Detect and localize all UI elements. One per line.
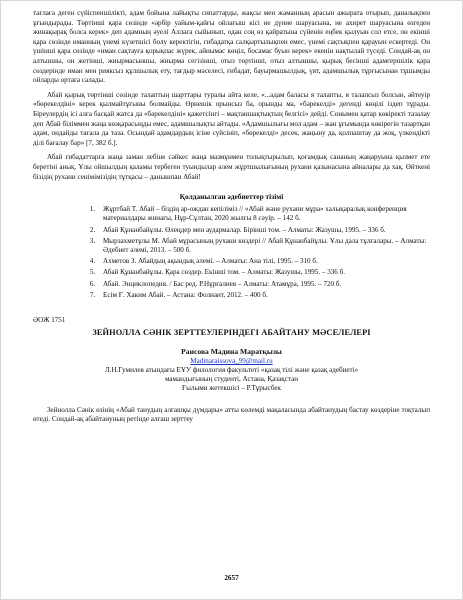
reference-item: 4. Ахметов З. Абайдың ақындық әлемі. – Алматы: Ана тілі, 1995. – 310 б. [97,257,430,266]
reference-item: 3. Мырзахметұлы М. Абай мұрасының рухани көздері // Абай Құнанбайұлы. Ұлы дала тұлғалары. – Алматы: Әдебиет әлемі, 2013. – 500 б. [97,237,430,255]
reference-item: 2. Абай Құнанбайұлы. Өлеңдер мен аудармалар. Бірінші том. – Алматы: Жазушы, 1995. – 336 б. [97,226,430,235]
affiliation-line-2: мамандығының студенті, Астана, Қазақстан [164,375,299,384]
affiliation-line-1: Л.Н.Гумилев атындағы ЕҰУ филология факультеті «қазақ тілі және қазақ әдебиеті» [104,365,359,374]
supervisor-line: Ғылыми жетекшісі – Р.Тұрысбек [182,384,281,393]
article-title: ЗЕЙНОЛЛА СӘНІК ЗЕРТТЕУЛЕРІНДЕГІ АБАЙТАНУ МӘСЕЛЕЛЕРІ [92,327,371,337]
references-list [33,205,430,300]
article-intro-paragraph: Зейнолла Сәнік өзінің «Абай танудың алғашқы дүмдары» атты көлемді мақаласында абайтанудың бастау көздеріне тоқталып өтеді. Сондай-ақ абайтануның ретінде алғаш зерттеу [33,405,430,424]
reference-item: 5. Абай Құнанбайұлы. Қара сөздер. Екінші том. – Алматы: Жазушы, 1995. – 336 б. [97,268,430,277]
body-paragraph-2: Абай қырық төртінші сөзінде талаптың шарттары туралы айта келе, «...адам баласы я талапты, я талапсыз болсын, әйтеуір «бөрекелдіні» керек қылмайтұғыны болмайды. Өрнешік орынсыз ба, орынды ма, «бәрекелді» дегенді көңілі іздеп тұрады. Біреулердің ісі алға басқай жатса да «бәрекелдіні» қажетсінгі – мақтаншақтықтың белгісі» дейді. Сонымен қатар көкіректі тазалау деп Абай біліммен жаңа көзқарасыңды емес, адамшылықты айтады. «Адамшылығы мол адам – жан ұғымында көкірегін тазартқан адам, ондайды тағала да таза. Осындай адамдардың ісіне сүйсініп, «бөрекелді» десек, жаңыну да, қолпаштау да жоқ, үлкендікті ділі бағалау бар» [7, 382 б.]. [33,90,430,147]
reference-item: 7. Есім Ғ. Хаким Абай. – Астана: Фолиант, 2012. – 400 б. [97,291,430,300]
reference-item: 1. Жұртбай Т. Абай – біздің ар-ождан кепіліміз // «Абай және рухани мұра» халықаралық конференция материалдары жинағы, Нұр-Сұлтан, 2020 жылғы 8 сәуір. – 142 б. [97,205,430,223]
author-email-link[interactable]: Madinaraissova_99@mail.ru [190,356,273,365]
body-paragraph-1: тағлаға деген сүйіспеншілікті, адам бойына лайықты сипаттарды, жақсы мен жаманның арасын ажырата отырып, даналықпен ұғындырады. Төртінші қара сөзінде «әрбір уайым-қайғы ойлағыш кісі не дүние шаруасына, не ахирет шаруасына өзгеден жинақырақ болса керек» деп адамның әуелі Аллаға сыйынып, одан соң өз қайратына сүйенін еңбек қылуын сол етсе, он екінші қара сөзінде иманның үнемі күзетшісі болу керектігін, ғибадатқа салқыртылықпен емес, үнемі сақтықпен қарауын ескертеді. Он үшінші қара сөзінде «иман сақтауға қорықпас жүрек, айнымас көңіл, босамас буын керек» екенін нақтылай түседі. Сондай-ақ он алтыншы, он жетінші, жиырмасыншы, жиырма сегізінші, отыз төртінші, отыз алтыншы, қырық бесінші адамгершілік қара сөздерінде иман мен рияксыз құлшылық ету, тағдыр мәселесі, ғибадат, бауырмашылдық, үят, адамшылық тұрғысынан тұшымды ойларды ортаға салады. [33,9,430,85]
udc-code: ӘОЖ 1751 [33,315,66,324]
body-paragraph-3: Абай ғибадаттарға жаңа заман лебіне сәйкес жаңа мазмұнмен толықтырылып, қоғамдық сананың жаңаруына қызмет ете беретіні анық. Ұлы ойшылдың қаламы тербеген туындылар әлем жұртшылығының рухани қазынасына айналары да хақ. Өйткені бізідің рухани сенімімізідің тұтқасы – данышпан Абай! [33,153,430,181]
references-title: Қолданылған әдебиеттер тізімі [179,192,284,202]
page-number: 2657 [224,574,239,582]
reference-item: 6. Абай. Энциклопедия. / Бас ред. Р.Нұрғалиев – Алматы: Атамұра, 1995. – 720 б. [97,280,430,289]
author-name: Раисова Мадина Маратқызы [181,346,282,356]
